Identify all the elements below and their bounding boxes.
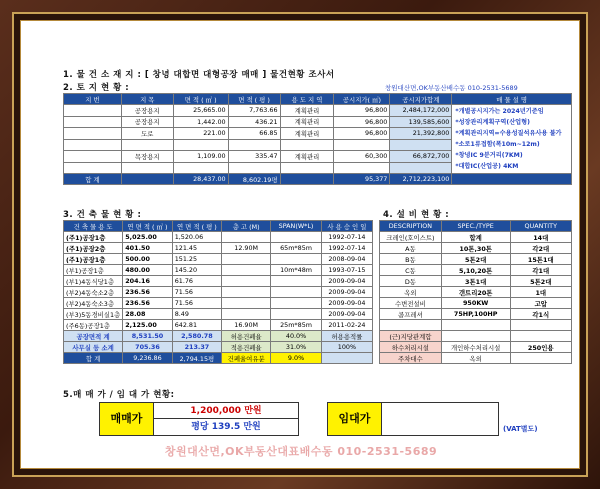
equipment-cell: A동 [380, 243, 442, 254]
equipment-cell: 75HP,100HP [441, 309, 510, 320]
building-cell [271, 276, 322, 287]
land-total-cell: 95,377 [334, 174, 390, 185]
land-cell [228, 139, 280, 151]
land-cell: 1,109.00 [173, 151, 228, 163]
land-total-cell [280, 174, 334, 185]
building-cell: 1992-07-14 [321, 232, 372, 243]
building-cell: 2011-02-24 [321, 320, 372, 331]
rent-price-box [327, 402, 499, 436]
building-summary-cell: 공장면적 계 [64, 331, 123, 342]
building-cell: 5,025.00 [123, 232, 172, 243]
equipment-row [380, 232, 572, 243]
land-cell: 계획관리 [280, 151, 334, 163]
land-cell: 139,585,600 [390, 116, 452, 128]
building-cell: 71.56 [172, 298, 221, 309]
land-header: 면 적 ( ㎡ ) [173, 94, 228, 105]
building-summary-row [64, 331, 373, 342]
building-summary-cell: 213.37 [172, 342, 221, 353]
building-summary-cell: 705.36 [123, 342, 172, 353]
building-cell: 1,520.06 [172, 232, 221, 243]
building-row [64, 287, 373, 298]
building-cell: (부1)공장1층 [64, 265, 123, 276]
equipment-row [380, 298, 572, 309]
land-cell: 436.21 [228, 116, 280, 128]
building-cell: 2,125.00 [123, 320, 172, 331]
building-cell [222, 287, 271, 298]
equipment-cell: 옥외 [380, 287, 442, 298]
building-row [64, 309, 373, 320]
land-note: *개별공시지가는 2024년기준임 [455, 108, 544, 115]
land-cell: 96,800 [334, 116, 390, 128]
land-header: 면 적 ( 평 ) [228, 94, 280, 105]
building-cell: (부3)5동경비실1층 [64, 309, 123, 320]
building-header: SPAN(W*L) [271, 221, 322, 232]
land-cell [173, 139, 228, 151]
land-cell: 221.00 [173, 128, 228, 140]
contact-watermark: 창원대산면,OK부동산대표배수동 010-2531-5689 [164, 445, 438, 458]
land-cell [64, 116, 122, 128]
land-cell: 1,442.00 [173, 116, 228, 128]
equipment-cell: 14대 [510, 232, 572, 243]
equipment-cell [441, 320, 510, 331]
land-cell: 공장용지 [121, 105, 173, 117]
land-cell [173, 162, 228, 174]
land-cell [280, 139, 334, 151]
building-cell: 1992-07-14 [321, 243, 372, 254]
building-cell: 16.90M [222, 320, 271, 331]
building-header: 층 고 (M) [222, 221, 271, 232]
land-cell: 66.85 [228, 128, 280, 140]
building-summary-cell: 9,236.86 [123, 353, 172, 364]
land-total-blank [452, 174, 572, 185]
building-cell [271, 287, 322, 298]
land-note: *대합IC(산업공) 4KM [455, 163, 519, 170]
equipment-cell: 각1식 [510, 309, 572, 320]
building-cell [222, 276, 271, 287]
equipment-extra-cell: 주차대수 [380, 353, 442, 364]
equipment-extra-cell [510, 331, 572, 342]
building-summary-cell: 합 계 [64, 353, 123, 364]
equipment-extra-cell [441, 331, 510, 342]
building-cell: (부2)4동숙소3층 [64, 298, 123, 309]
building-summary-cell: 8,531.50 [123, 331, 172, 342]
equipment-cell: 15톤1대 [510, 254, 572, 265]
land-cell: 목장용지 [121, 151, 173, 163]
price-section-title: 5.매 매 가 / 임 대 가 현황: [63, 390, 175, 400]
building-cell: 61.76 [172, 276, 221, 287]
building-cell [271, 232, 322, 243]
building-summary-cell: 31.0% [271, 342, 322, 353]
building-cell: 642.81 [172, 320, 221, 331]
equipment-cell: 5톤2대 [441, 254, 510, 265]
building-cell: (주6동)공장1층 [64, 320, 123, 331]
land-cell: 공장용지 [121, 116, 173, 128]
land-total-cell: 합 계 [64, 174, 122, 185]
building-cell: 151.25 [172, 254, 221, 265]
equipment-extra-row [380, 331, 572, 342]
land-cell: 계획관리 [280, 128, 334, 140]
equipment-row [380, 309, 572, 320]
land-total-cell: 28,437.00 [173, 174, 228, 185]
equipment-row [380, 287, 572, 298]
equipment-cell: 5,10,20톤 [441, 265, 510, 276]
equipment-cell [380, 320, 442, 331]
land-cell [64, 105, 122, 117]
land-table [63, 93, 572, 185]
equipment-extra-cell: 옥외 [441, 353, 510, 364]
building-header-row [64, 221, 373, 232]
building-summary-cell: 허용건폐율 [222, 331, 271, 342]
building-cell: (주1)공장1층 [64, 232, 123, 243]
building-cell: 2009-09-04 [321, 287, 372, 298]
equipment-row [380, 320, 572, 331]
building-cell [222, 254, 271, 265]
land-header: 공시지가합계 [390, 94, 452, 105]
building-cell: 480.00 [123, 265, 172, 276]
building-row [64, 276, 373, 287]
land-cell [280, 162, 334, 174]
building-summary-cell: 2,580.78 [172, 331, 221, 342]
equipment-cell: 각2대 [510, 243, 572, 254]
building-cell [222, 298, 271, 309]
land-cell [64, 151, 122, 163]
land-cell: 66,872,700 [390, 151, 452, 163]
land-cell: 21,392,800 [390, 128, 452, 140]
document-sheet [20, 20, 580, 469]
building-cell: 25m*85m [271, 320, 322, 331]
building-header: 연 면 적 ( 평 ) [172, 221, 221, 232]
building-section-title: 3. 건 축 물 현 황 : [63, 210, 142, 220]
building-row [64, 320, 373, 331]
building-cell: 2009-09-04 [321, 309, 372, 320]
land-total-cell: 8,602.19평 [228, 174, 280, 185]
building-cell: 204.16 [123, 276, 172, 287]
building-cell: 71.56 [172, 287, 221, 298]
equipment-cell: 콤프레셔 [380, 309, 442, 320]
building-cell: 10m*48m [271, 265, 322, 276]
land-cell [390, 139, 452, 151]
building-cell: 8.49 [172, 309, 221, 320]
building-cell: 236.56 [123, 287, 172, 298]
land-cell: 2,484,172,000 [390, 105, 452, 117]
building-cell: 145.20 [172, 265, 221, 276]
building-cell [271, 309, 322, 320]
land-header: 지 목 [121, 94, 173, 105]
equipment-cell: 갠트리20톤 [441, 287, 510, 298]
equipment-cell: D동 [380, 276, 442, 287]
building-row [64, 254, 373, 265]
building-cell: 500.00 [123, 254, 172, 265]
equipment-section-title: 4. 설 비 현 황 : [383, 210, 450, 220]
equipment-header: DESCRIPTION [380, 221, 442, 232]
vat-note: (VAT별도) [503, 425, 538, 433]
equipment-extra-cell: (근)지당관계합 [380, 331, 442, 342]
equipment-cell: 10톤,30톤 [441, 243, 510, 254]
building-cell: (부2)4동숙소2층 [64, 287, 123, 298]
equipment-extra-cell: 개인하수처리시설 [441, 342, 510, 353]
equipment-cell: 합계 [441, 232, 510, 243]
land-total-cell: 2,712,223,100 [390, 174, 452, 185]
building-summary-cell: 허용용적률 [321, 331, 372, 342]
land-header: 공시지가( ㎡) [334, 94, 390, 105]
equipment-cell: B동 [380, 254, 442, 265]
building-summary-row [64, 353, 373, 364]
building-cell [222, 309, 271, 320]
land-cell: 60,300 [334, 151, 390, 163]
equipment-cell: 5톤2대 [510, 276, 572, 287]
equipment-cell: 950KW [441, 298, 510, 309]
equipment-extra-cell [510, 353, 572, 364]
land-total-row [64, 174, 572, 185]
building-cell [222, 232, 271, 243]
land-header: 용 도 지 역 [280, 94, 334, 105]
sale-label: 매매가 [100, 403, 154, 435]
equipment-cell: 고압 [510, 298, 572, 309]
building-summary-cell: 사무실 등 소계 [64, 342, 123, 353]
building-summary-cell: 2,794.15평 [172, 353, 221, 364]
land-row [64, 105, 572, 117]
land-notes [452, 105, 572, 174]
land-cell [334, 162, 390, 174]
equipment-row [380, 254, 572, 265]
land-total-cell [121, 174, 173, 185]
building-header: 건 축 물 용 도 [64, 221, 123, 232]
equipment-cell: 크레인(호이스트) [380, 232, 442, 243]
building-summary-cell [321, 353, 372, 364]
building-row [64, 298, 373, 309]
land-header: 지 번 [64, 94, 122, 105]
title-main: [ 창녕 대합면 대형공장 매매 ] 물건현황 조사서 [144, 70, 335, 80]
building-cell: 121.45 [172, 243, 221, 254]
equipment-header: QUANTITY [510, 221, 572, 232]
building-summary-cell: 100% [321, 342, 372, 353]
building-cell: (주1)공장2층 [64, 243, 123, 254]
rent-label: 임대가 [328, 403, 382, 435]
equipment-cell: 수변전설비 [380, 298, 442, 309]
building-cell: 236.56 [123, 298, 172, 309]
equipment-extra-row [380, 353, 572, 364]
land-cell: 96,800 [334, 105, 390, 117]
building-row [64, 243, 373, 254]
land-note: *창녕IC 9분거리(7KM) [455, 152, 523, 159]
equipment-cell: 각1대 [510, 265, 572, 276]
land-note: *소로1류접함(폭10m~12m) [455, 141, 540, 148]
building-header: 연 면 적 ( ㎡ ) [123, 221, 172, 232]
building-row [64, 232, 373, 243]
building-cell [222, 265, 271, 276]
equipment-header: SPEC./TYPE [441, 221, 510, 232]
land-header-row [64, 94, 572, 105]
land-note: *성장관리계획구역(산업형) [455, 119, 530, 126]
building-cell: 401.50 [123, 243, 172, 254]
equipment-row [380, 276, 572, 287]
sale-per-pyeong: 평당 139.5 만원 [191, 422, 261, 432]
land-cell: 25,665.00 [173, 105, 228, 117]
building-cell: 1993-07-15 [321, 265, 372, 276]
land-cell: 7,763.66 [228, 105, 280, 117]
building-cell [271, 298, 322, 309]
land-cell [64, 139, 122, 151]
land-cell: 계획관리 [280, 105, 334, 117]
equipment-cell: 1대 [510, 287, 572, 298]
building-cell: 2009-09-04 [321, 298, 372, 309]
land-note: *계획관리지역=수용성질석유사용 불가 [455, 130, 562, 137]
building-cell: 65m*85m [271, 243, 322, 254]
equipment-row [380, 243, 572, 254]
land-cell [121, 139, 173, 151]
land-cell: 계획관리 [280, 116, 334, 128]
equipment-cell [510, 320, 572, 331]
land-section-title: 2. 토 지 현 황 : [63, 83, 130, 93]
land-cell: 96,800 [334, 128, 390, 140]
header-contact: 창원대산면,OK부동산배수동 010-2531-5689 [385, 84, 518, 92]
building-cell: (부1)4동식당1층 [64, 276, 123, 287]
sale-amount: 1,200,000 만원 [154, 403, 298, 419]
equipment-cell: C동 [380, 265, 442, 276]
land-cell [64, 162, 122, 174]
land-header: 매 물 설 명 [452, 94, 572, 105]
building-row [64, 265, 373, 276]
building-cell [271, 254, 322, 265]
land-cell: 335.47 [228, 151, 280, 163]
equipment-extra-row [380, 342, 572, 353]
building-cell: 28.08 [123, 309, 172, 320]
equipment-extra-cell: 하수처리시설 [380, 342, 442, 353]
building-cell: (주1)공장1층 [64, 254, 123, 265]
land-cell [390, 162, 452, 174]
building-table [63, 220, 373, 364]
equipment-header-row [380, 221, 572, 232]
building-summary-row [64, 342, 373, 353]
building-header: 사 용 승 인 일 [321, 221, 372, 232]
equipment-table [379, 220, 572, 364]
land-cell [228, 162, 280, 174]
land-cell [64, 128, 122, 140]
document-title [63, 68, 335, 80]
building-summary-cell: 적용건폐율 [222, 342, 271, 353]
equipment-row [380, 265, 572, 276]
land-cell [121, 162, 173, 174]
equipment-extra-cell: 250인용 [510, 342, 572, 353]
building-cell: 12.90M [222, 243, 271, 254]
building-summary-cell: 40.0% [271, 331, 322, 342]
building-cell: 2008-09-04 [321, 254, 372, 265]
land-cell: 도로 [121, 128, 173, 140]
building-summary-cell: 9.0% [271, 353, 322, 364]
land-cell [334, 139, 390, 151]
building-summary-cell: 건폐율여유분 [222, 353, 271, 364]
equipment-cell: 3톤1대 [441, 276, 510, 287]
building-cell: 2009-09-04 [321, 276, 372, 287]
sale-price-box [99, 402, 299, 436]
title-prefix: 1. 물 건 소 재 지 : [63, 70, 145, 80]
